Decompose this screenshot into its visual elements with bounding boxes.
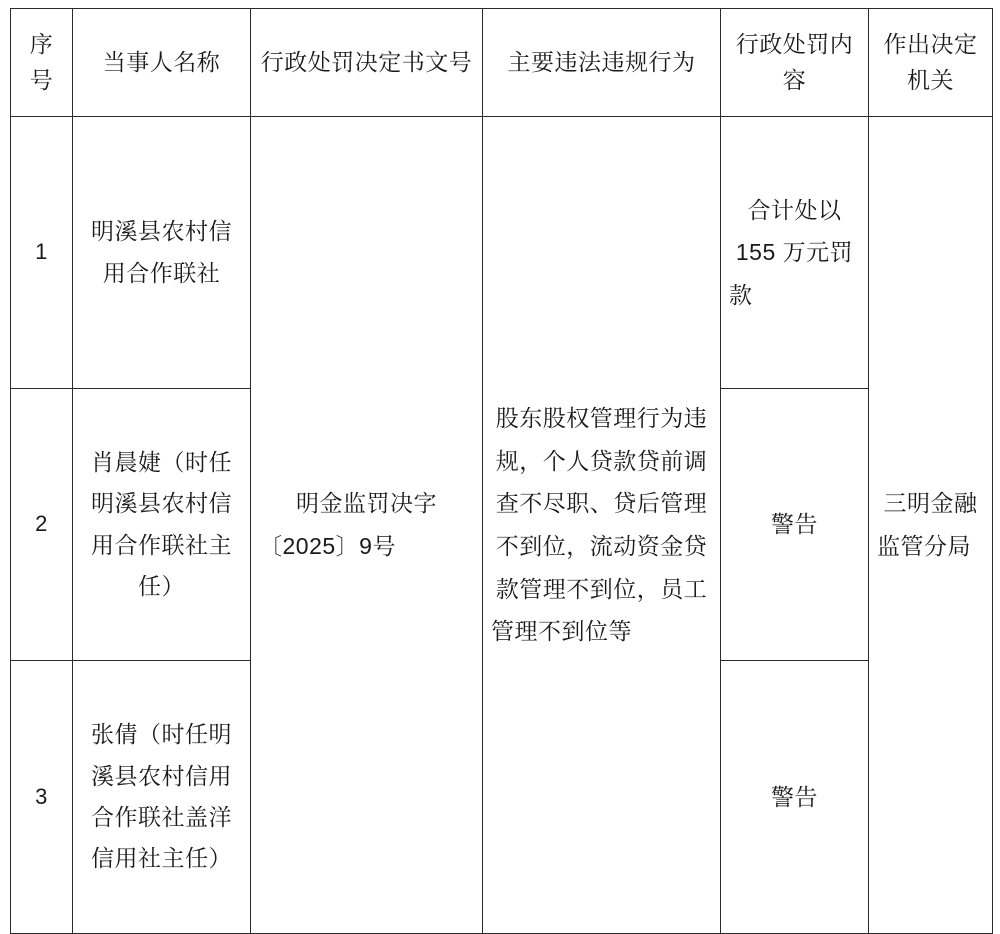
cell-index: 3: [11, 661, 73, 934]
cell-party: 肖晨婕（时任明溪县农村信用合作联社主任）: [73, 389, 251, 661]
column-header-doc-no: 行政处罚决定书文号: [251, 9, 483, 117]
cell-party: 明溪县农村信用合作联社: [73, 117, 251, 389]
cell-penalty: 警告: [721, 661, 869, 934]
column-header-org: 作出决定机关: [869, 9, 993, 117]
cell-doc-no: 明金监罚决字〔2025〕9号: [251, 117, 483, 934]
cell-org: 三明金融监管分局: [869, 117, 993, 934]
table-header: [11, 9, 993, 117]
cell-penalty: 合计处以 155 万元罚款: [721, 117, 869, 389]
table-header-row: [11, 9, 993, 117]
cell-party: 张倩（时任明溪县农村信用合作联社盖洋信用社主任）: [73, 661, 251, 934]
table-row: [11, 117, 993, 389]
cell-acts: 股东股权管理行为违规，个人贷款贷前调查不尽职、贷后管理不到位，流动资金贷款管理不到位，员工管理不到位等: [483, 117, 721, 934]
cell-penalty: 警告: [721, 389, 869, 661]
penalty-table: [10, 8, 993, 934]
column-header-penalty: 行政处罚内容: [721, 9, 869, 117]
table-body: [11, 117, 993, 934]
column-header-index: 序号: [11, 9, 73, 117]
column-header-party: 当事人名称: [73, 9, 251, 117]
column-header-acts: 主要违法违规行为: [483, 9, 721, 117]
cell-index: 2: [11, 389, 73, 661]
cell-index: 1: [11, 117, 73, 389]
